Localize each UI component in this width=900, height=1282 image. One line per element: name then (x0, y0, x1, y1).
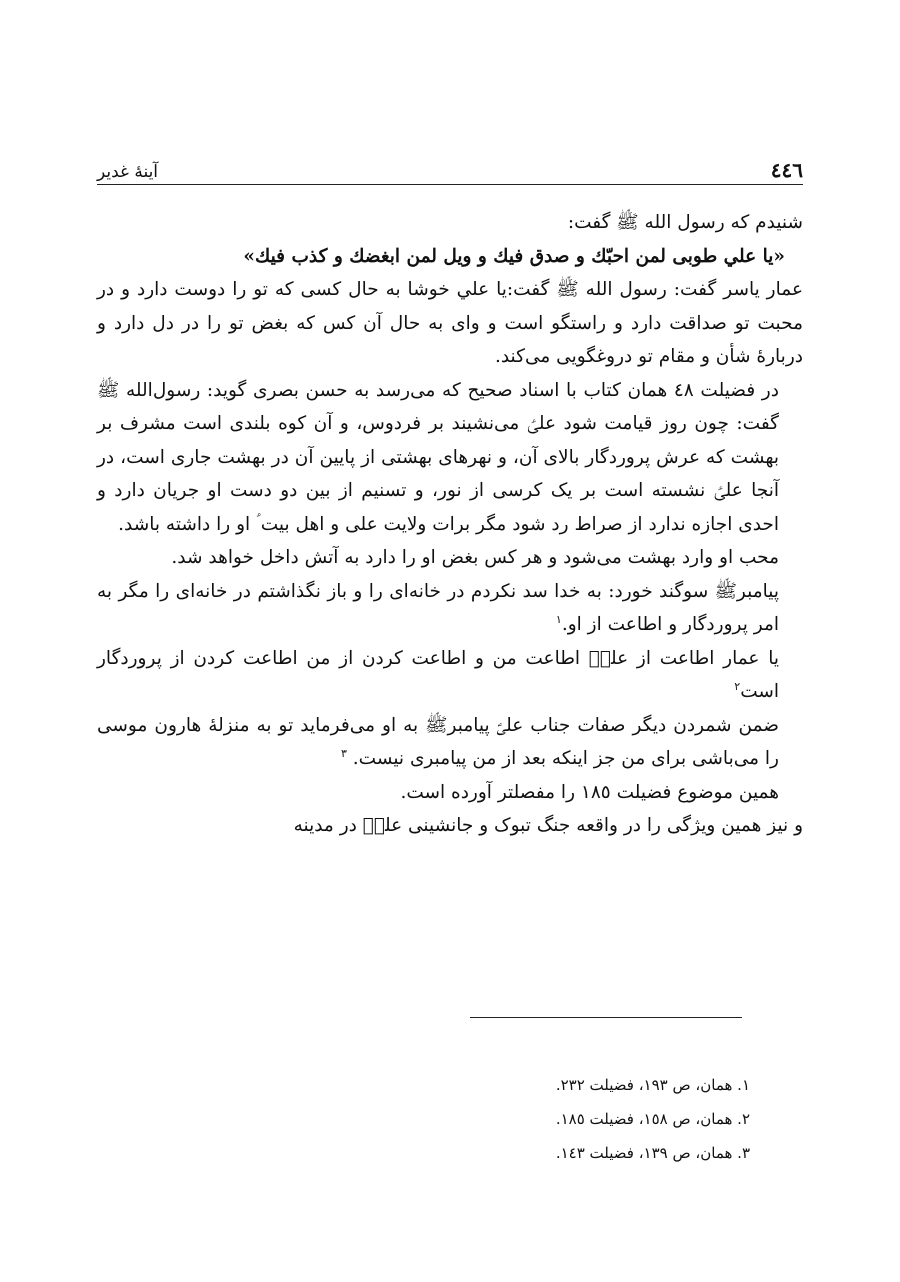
footnote-ref-3[interactable]: ٣ (340, 746, 347, 760)
footnote-3: ٣. همان، ص ١٣٩، فضيلت ١٤٣. (555, 1144, 750, 1162)
paragraph-1: شنيدم كه رسول الله ﷺ گفت: (567, 212, 803, 233)
paragraph-6-text: يا عمار اطاعت از علىؑ اطاعت من و اطاعت كردن از من اطاعت كردن از پروردگار است (97, 647, 779, 702)
footnote-divider (470, 1017, 742, 1018)
footnote-2: ٢. همان، ص ١٥٨، فضيلت ١٨٥. (555, 1110, 750, 1128)
running-title: آينهٔ غدير (97, 162, 159, 182)
paragraph-6 (97, 642, 803, 709)
quote-arabic: «يا علي طوبى لمن احبّك و صدق فيك و ويل لمن ابغضك و كذب فيك» (243, 245, 785, 267)
page-number: ٤٤٦ (770, 158, 803, 182)
paragraph-5 (97, 575, 803, 642)
main-text (97, 206, 803, 843)
page-header (97, 150, 803, 182)
footnotes (330, 1068, 750, 1170)
paragraph-7 (97, 709, 803, 776)
footnote-ref-2[interactable]: ٢ (734, 679, 741, 693)
paragraph-5-text: پيامبرﷺ سوگند خورد: به خدا سد نكردم در خانه‌اى را و باز نگذاشتم در خانه‌اى را مگر به امر پروردگار و اطاعت از او. (97, 580, 779, 635)
paragraph-9: و نيز همين ويژگى را در واقعه جنگ تبوک و جانشينى علىؑ در مدينه (293, 815, 803, 836)
footnote-1: ١. همان، ص ١٩٣، فضيلت ٢٣٢. (555, 1076, 750, 1094)
header-divider (97, 184, 803, 185)
paragraph-4: محب او وارد بهشت مى‌شود و هر كس بغض او را دارد به آتش داخل خواهد شد. (171, 547, 779, 568)
paragraph-7-text: ضمن شمردن ديگر صفات جناب علىؑ پيامبرﷺ به او مى‌فرمايد تو به منزلهٔ هارون موسى را مى‌باشى براى من جز اينكه بعد از من پيامبرى نيست. (97, 714, 779, 769)
paragraph-2: عمار ياسر گفت: رسول الله ﷺ گفت:يا علي خوشا به حال كسى كه تو را دوست دارد و در محبت تو صداقت دارد و راستگو است و واى به حال آن كس كه بغض تو را در دل دارد و دربارهٔ شأن و مقام تو دروغگويى مى‌كند. (97, 279, 803, 367)
paragraph-3: در فضيلت ٤٨ همان كتاب با اسناد صحيح كه مى‌رسد به حسن بصرى گويد: رسول‌الله ﷺ گفت: چون روز قيامت شود علىؑ مى‌نشيند بر فردوس، و آن كوه بلندى است مشرف بر بهشت كه عرش پروردگار بالاى آن، و نهرهاى بهشتى از پايين آن در بهشت جارى است، در آنجا علىؑ نشسته است بر يک كرسى از نور، و تسنيم از بين دو دست او جريان دارد و احدى اجازه ندارد از صراط رد شود مگر برات ولايت على و اهل بيت ؑ او را داشته باشد. (97, 379, 779, 535)
footnote-ref-1[interactable]: ١ (555, 612, 562, 626)
paragraph-8: همين موضوع فضيلت ١٨٥ را مفصلتر آورده است. (400, 781, 779, 803)
